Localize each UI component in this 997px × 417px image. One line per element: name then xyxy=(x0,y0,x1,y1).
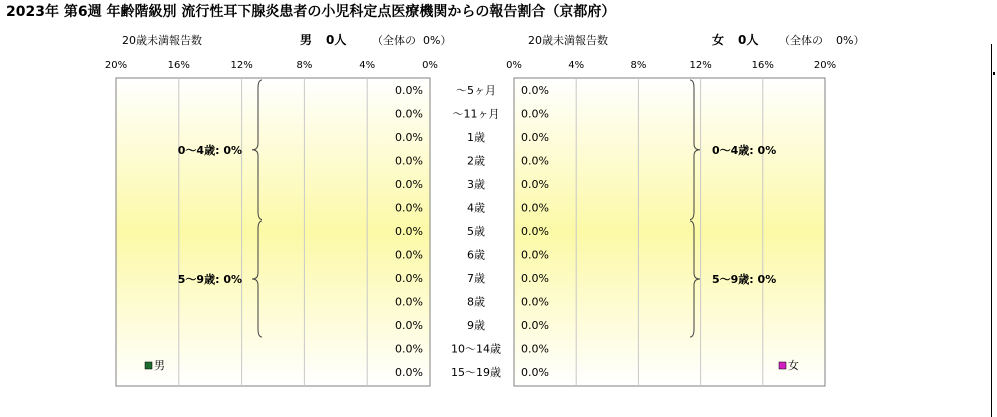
right-value-label: 0.0% xyxy=(521,107,549,121)
right-value-label: 0.0% xyxy=(521,248,549,262)
left-value-label: 0.0% xyxy=(395,225,423,238)
category-label: 8歳 xyxy=(467,295,485,309)
category-label: ～11ヶ月 xyxy=(452,107,500,121)
right-group-label: 0～4歳: 0% xyxy=(712,143,777,157)
right-value-label: 0.0% xyxy=(521,272,549,285)
left-tick-label: 4% xyxy=(359,60,376,71)
left-value-label: 0.0% xyxy=(395,319,423,332)
chart-title: 2023年 第6週 年齢階級別 流行性耳下腺炎患者の小児科定点医療機関からの報告割合（京都府） xyxy=(6,4,616,20)
left-group-label: 0～4歳: 0% xyxy=(177,143,242,157)
right-value-label: 0.0% xyxy=(521,178,549,191)
right-tick-label: 16% xyxy=(751,60,774,71)
right-value-label: 0.0% xyxy=(521,366,549,379)
right-group-label: 5～9歳: 0% xyxy=(712,273,777,286)
right-subheader: 20歳未満報告数 xyxy=(528,34,608,47)
left-tick-label: 0% xyxy=(422,60,438,71)
right-tick-label: 12% xyxy=(689,60,712,71)
right-tick-label: 0% xyxy=(506,60,522,71)
left-value-label: 0.0% xyxy=(395,131,423,144)
left-tick-label: 8% xyxy=(296,60,313,71)
right-share-value: 0%） xyxy=(836,34,865,47)
left-tick-label: 16% xyxy=(167,60,190,71)
left-legend-swatch xyxy=(145,362,152,369)
category-label: 15～19歳 xyxy=(451,366,501,379)
left-value-label: 0.0% xyxy=(395,295,423,309)
right-tick-label: 4% xyxy=(568,60,585,71)
right-value-label: 0.0% xyxy=(521,295,549,309)
window-edge-right xyxy=(991,44,992,417)
category-label: 6歳 xyxy=(467,248,485,262)
right-legend-swatch xyxy=(779,362,786,369)
left-value-label: 0.0% xyxy=(395,248,423,262)
left-value-label: 0.0% xyxy=(395,178,423,191)
left-value-label: 0.0% xyxy=(395,84,423,97)
left-group-label: 5～9歳: 0% xyxy=(177,273,242,286)
left-plot-area xyxy=(116,78,430,386)
left-value-label: 0.0% xyxy=(395,272,423,285)
right-plot-area xyxy=(514,78,825,386)
category-label: 3歳 xyxy=(467,178,485,191)
left-value-label: 0.0% xyxy=(395,154,423,168)
right-legend-label: 女 xyxy=(788,359,799,372)
right-value-label: 0.0% xyxy=(521,342,549,356)
left-tick-label: 12% xyxy=(230,60,253,71)
window-edge-mark xyxy=(993,72,995,75)
right-sex-label: 女 xyxy=(712,33,725,47)
right-value-label: 0.0% xyxy=(521,84,549,97)
left-value-label: 0.0% xyxy=(395,107,423,121)
right-value-label: 0.0% xyxy=(521,154,549,168)
category-label: 4歳 xyxy=(467,201,485,215)
left-value-label: 0.0% xyxy=(395,366,423,379)
right-share-label: （全体の xyxy=(779,34,823,47)
right-value-label: 0.0% xyxy=(521,225,549,238)
left-legend-label: 男 xyxy=(154,359,165,372)
right-tick-label: 8% xyxy=(630,60,647,71)
right-count-label: 0人 xyxy=(738,33,759,47)
category-label: 7歳 xyxy=(467,272,485,285)
right-tick-label: 20% xyxy=(813,60,837,71)
category-label: 1歳 xyxy=(467,131,485,144)
category-label: ～5ヶ月 xyxy=(456,84,496,97)
left-count-label: 0人 xyxy=(326,33,347,47)
left-share-label: （全体の xyxy=(372,34,416,47)
left-value-label: 0.0% xyxy=(395,342,423,356)
right-value-label: 0.0% xyxy=(521,131,549,144)
category-label: 10～14歳 xyxy=(451,342,501,356)
left-share-value: 0%） xyxy=(423,34,452,47)
category-label: 9歳 xyxy=(467,319,485,332)
right-value-label: 0.0% xyxy=(521,201,549,215)
category-label: 2歳 xyxy=(467,154,485,168)
left-sex-label: 男 xyxy=(300,33,313,47)
left-tick-label: 20% xyxy=(104,60,128,71)
left-subheader: 20歳未満報告数 xyxy=(122,34,202,47)
category-label: 5歳 xyxy=(467,225,485,238)
right-value-label: 0.0% xyxy=(521,319,549,332)
left-value-label: 0.0% xyxy=(395,201,423,215)
